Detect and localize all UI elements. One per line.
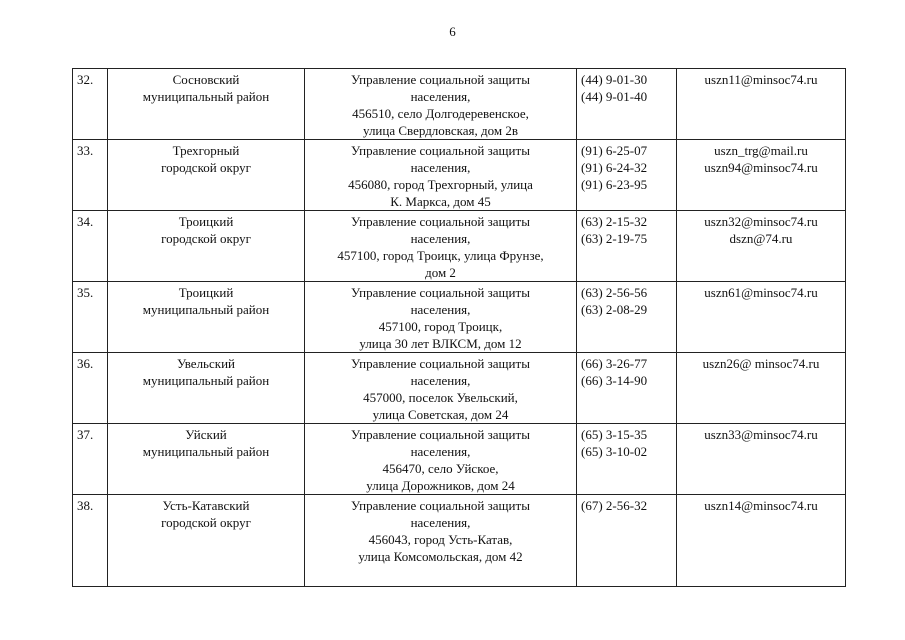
phone-cell <box>577 69 677 140</box>
district-cell <box>108 353 305 424</box>
phone-number: (65) 3-15-35 <box>581 427 648 442</box>
phone-number: (67) 2-56-32 <box>581 498 648 513</box>
district-line: муниципальный район <box>142 89 270 104</box>
phone-number: (91) 6-25-07 <box>581 143 648 158</box>
phone-cell <box>577 140 677 211</box>
email-cell <box>677 353 846 424</box>
organization-cell <box>305 140 577 211</box>
email-address: uszn32@minsoc74.ru <box>704 214 818 229</box>
organization-line: улица Свердловская, дом 2в <box>363 123 518 138</box>
organization-line: населения, <box>410 302 471 317</box>
district-cell <box>108 211 305 282</box>
organization-line: улица Комсомольская, дом 42 <box>358 549 523 564</box>
phone-number: (91) 6-23-95 <box>581 177 648 192</box>
social-protection-table <box>72 68 846 587</box>
row-number-cell: 36. <box>73 353 108 424</box>
row-number-cell: 34. <box>73 211 108 282</box>
organization-line: населения, <box>410 444 471 459</box>
organization-line: улица Советская, дом 24 <box>372 407 509 422</box>
page-number: 6 <box>449 24 456 39</box>
district-cell <box>108 282 305 353</box>
district-line: Троицкий <box>178 285 234 300</box>
email-cell <box>677 424 846 495</box>
table-row <box>73 69 846 140</box>
organization-cell <box>305 495 577 587</box>
district-cell <box>108 69 305 140</box>
district-line: городской округ <box>161 515 251 530</box>
email-address: dszn@74.ru <box>729 231 793 246</box>
organization-line: 457000, поселок Увельский, <box>363 390 518 405</box>
email-address: uszn11@minsoc74.ru <box>704 72 818 87</box>
organization-line: населения, <box>410 373 471 388</box>
district-line: Трехгорный <box>172 143 240 158</box>
email-address: uszn61@minsoc74.ru <box>704 285 818 300</box>
district-line: муниципальный район <box>142 444 270 459</box>
email-cell <box>677 495 846 587</box>
organization-line: населения, <box>410 89 471 104</box>
email-cell <box>677 211 846 282</box>
table-row <box>73 211 846 282</box>
district-line: Усть-Катавский <box>162 498 250 513</box>
organization-line: улица Дорожников, дом 24 <box>366 478 515 493</box>
phone-cell <box>577 495 677 587</box>
organization-line: населения, <box>410 160 471 175</box>
organization-line: Управление социальной защиты <box>351 498 530 513</box>
organization-line: Управление социальной защиты <box>351 356 530 371</box>
organization-line: улица 30 лет ВЛКСМ, дом 12 <box>359 336 522 351</box>
district-cell <box>108 424 305 495</box>
organization-cell <box>305 69 577 140</box>
table-row <box>73 282 846 353</box>
organization-cell <box>305 353 577 424</box>
organization-line: Управление социальной защиты <box>351 143 530 158</box>
email-address: uszn14@minsoc74.ru <box>704 498 818 513</box>
phone-number: (63) 2-56-56 <box>581 285 648 300</box>
phone-cell <box>577 424 677 495</box>
organization-line: 457100, город Троицк, улица Фрунзе, <box>337 248 544 263</box>
phone-cell <box>577 211 677 282</box>
phone-number: (63) 2-15-32 <box>581 214 648 229</box>
phone-number: (44) 9-01-40 <box>581 89 648 104</box>
phone-number: (63) 2-19-75 <box>581 231 648 246</box>
phone-cell <box>577 282 677 353</box>
email-address: uszn_trg@mail.ru <box>714 143 808 158</box>
table-row <box>73 140 846 211</box>
table-body <box>73 69 846 587</box>
row-number-cell: 38. <box>73 495 108 587</box>
phone-cell <box>577 353 677 424</box>
organization-line: К. Маркса, дом 45 <box>390 194 491 209</box>
district-line: Уйский <box>185 427 227 442</box>
email-cell <box>677 69 846 140</box>
email-cell <box>677 140 846 211</box>
email-address: uszn26@ minsoc74.ru <box>702 356 820 371</box>
email-cell <box>677 282 846 353</box>
email-address: uszn94@minsoc74.ru <box>704 160 818 175</box>
organization-line: Управление социальной защиты <box>351 427 530 442</box>
phone-number: (91) 6-24-32 <box>581 160 648 175</box>
organization-line: населения, <box>410 515 471 530</box>
district-line: Троицкий <box>178 214 234 229</box>
organization-line: 456080, город Трехгорный, улица <box>348 177 533 192</box>
phone-number: (44) 9-01-30 <box>581 72 648 87</box>
district-line: городской округ <box>161 231 251 246</box>
organization-line: Управление социальной защиты <box>351 285 530 300</box>
organization-line: 456510, село Долгодеревенское, <box>352 106 529 121</box>
organization-line: Управление социальной защиты <box>351 72 530 87</box>
district-line: муниципальный район <box>142 302 270 317</box>
district-line: Сосновский <box>172 72 240 87</box>
phone-number: (63) 2-08-29 <box>581 302 648 317</box>
row-number-cell: 33. <box>73 140 108 211</box>
table-row <box>73 353 846 424</box>
row-number-cell: 35. <box>73 282 108 353</box>
organization-line: 457100, город Троицк, <box>378 319 503 334</box>
organization-line: 456470, село Уйское, <box>382 461 499 476</box>
phone-number: (65) 3-10-02 <box>581 444 648 459</box>
email-address: uszn33@minsoc74.ru <box>704 427 818 442</box>
organization-cell <box>305 282 577 353</box>
district-cell <box>108 495 305 587</box>
district-cell <box>108 140 305 211</box>
organization-line: населения, <box>410 231 471 246</box>
organization-line: дом 2 <box>425 265 456 280</box>
organization-line: Управление социальной защиты <box>351 214 530 229</box>
organization-cell <box>305 424 577 495</box>
phone-number: (66) 3-14-90 <box>581 373 648 388</box>
row-number-cell: 32. <box>73 69 108 140</box>
table-row <box>73 424 846 495</box>
district-line: Увельский <box>177 356 235 371</box>
table-row <box>73 495 846 587</box>
organization-cell <box>305 211 577 282</box>
organization-line: 456043, город Усть-Катав, <box>368 532 513 547</box>
district-line: городской округ <box>161 160 251 175</box>
phone-number: (66) 3-26-77 <box>581 356 648 371</box>
row-number-cell: 37. <box>73 424 108 495</box>
district-line: муниципальный район <box>142 373 270 388</box>
